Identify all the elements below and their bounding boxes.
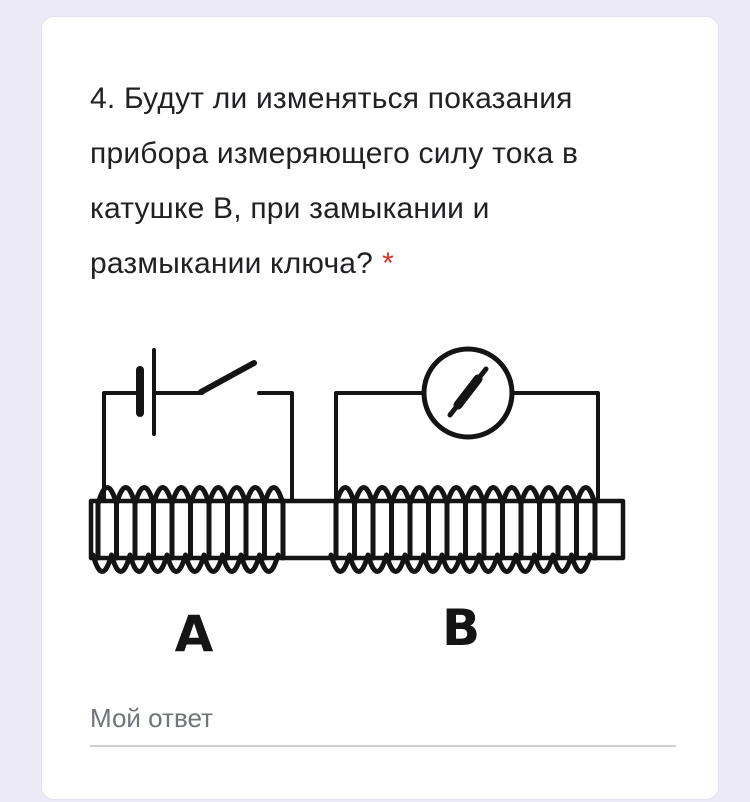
coil-a-label: A (174, 605, 214, 663)
question-line (90, 236, 670, 291)
wire (104, 393, 136, 501)
required-asterisk: * (382, 247, 394, 280)
answer-input[interactable]: Мой ответ (90, 699, 676, 747)
question-line-text: размыкании ключа? (90, 247, 374, 280)
circuit-diagram (81, 326, 641, 666)
coil-b-label: B (441, 599, 481, 657)
wire (259, 393, 292, 501)
wire (336, 393, 425, 501)
coil-winding (336, 501, 595, 558)
wire (512, 393, 598, 501)
question-card (41, 16, 719, 800)
question-text (90, 71, 670, 291)
switch-symbol (201, 363, 254, 392)
question-line: 4. Будут ли изменяться показания (90, 82, 573, 115)
switch-blade (201, 363, 254, 392)
question-line: прибора измеряющего силу тока в (90, 137, 579, 170)
battery-symbol (140, 350, 154, 434)
question-line: катушке В, при замыкании и (90, 192, 490, 225)
galvanometer-symbol (424, 349, 512, 437)
coil-winding (331, 555, 590, 572)
